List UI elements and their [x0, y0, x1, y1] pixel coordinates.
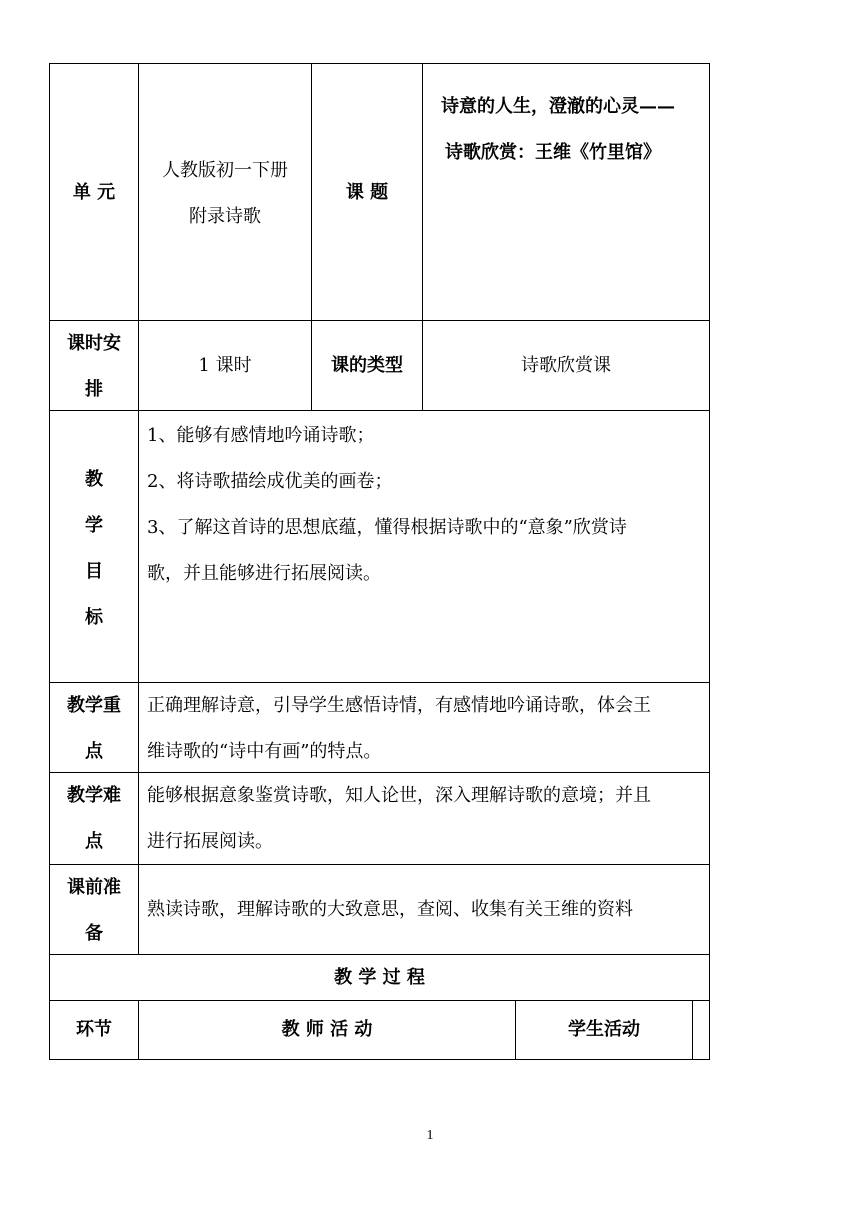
hours-label-cell — [49, 320, 139, 411]
keypoints-content-cell — [138, 682, 710, 773]
difficulties-text — [147, 773, 651, 865]
difficulties-line2: 进行拓展阅读。 — [147, 831, 273, 852]
unit-label: 单 元 — [72, 182, 116, 203]
goals-label-cell — [49, 410, 139, 683]
goal-item: 1、能够有感情地吟诵诗歌； — [147, 425, 375, 446]
topic-label: 课 题 — [345, 182, 389, 203]
unit-value-cell — [138, 63, 312, 321]
process-title-cell — [49, 954, 710, 1001]
goal-item: 2、将诗歌描绘成优美的画卷； — [147, 471, 393, 492]
preparation-text: 熟读诗歌，理解诗歌的大致意思，查阅、收集有关王维的资料 — [147, 899, 633, 920]
keypoints-text — [147, 683, 651, 775]
topic-value-cell — [422, 63, 710, 321]
topic-label-cell — [311, 63, 423, 321]
process-header-student: 学生活动 — [568, 1019, 640, 1040]
goals-label-char: 教 — [85, 469, 103, 490]
goal-item: 歌，并且能够进行拓展阅读。 — [147, 563, 381, 584]
hours-value: 1 课时 — [198, 355, 252, 376]
difficulties-label — [50, 773, 138, 865]
preparation-label-line2: 备 — [85, 923, 103, 944]
process-header-student-cell — [515, 1000, 693, 1060]
goals-label — [50, 457, 138, 641]
keypoints-label — [50, 683, 138, 775]
preparation-label-line1: 课前准 — [67, 877, 121, 898]
type-label-cell — [311, 320, 423, 411]
preparation-content-cell — [138, 864, 710, 955]
unit-label-cell — [49, 63, 139, 321]
process-title: 教 学 过 程 — [334, 967, 425, 988]
type-value-cell — [422, 320, 710, 411]
difficulties-line1: 能够根据意象鉴赏诗歌，知人论世，深入理解诗歌的意境；并且 — [147, 785, 651, 806]
page-number: 1 — [426, 1128, 434, 1143]
topic-value — [441, 84, 675, 176]
topic-value-line1: 诗意的人生，澄澈的心灵—— — [441, 96, 675, 117]
unit-value-line2: 附录诗歌 — [189, 206, 261, 227]
hours-label — [50, 321, 138, 413]
process-header-extra-cell — [692, 1000, 710, 1060]
preparation-label-cell — [49, 864, 139, 955]
difficulties-content-cell — [138, 772, 710, 865]
process-header-step-cell — [49, 1000, 139, 1060]
type-value: 诗歌欣赏课 — [521, 355, 611, 376]
hours-value-cell — [138, 320, 312, 411]
type-label: 课的类型 — [331, 355, 403, 376]
process-header-step: 环节 — [76, 1019, 112, 1040]
preparation-label — [50, 865, 138, 957]
goals-label-char: 目 — [85, 561, 103, 582]
goal-item: 3、了解这首诗的思想底蕴，懂得根据诗歌中的“意象”欣赏诗 — [147, 517, 627, 538]
goals-content-cell — [138, 410, 710, 683]
difficulties-label-line2: 点 — [85, 831, 103, 852]
keypoints-line1: 正确理解诗意，引导学生感悟诗情，有感情地吟诵诗歌，体会王 — [147, 695, 651, 716]
hours-label-line2: 排 — [85, 379, 103, 400]
difficulties-label-cell — [49, 772, 139, 865]
process-header-teacher-cell — [138, 1000, 516, 1060]
keypoints-label-cell — [49, 682, 139, 773]
unit-value — [139, 148, 311, 240]
goals-label-char: 标 — [85, 607, 103, 628]
topic-value-line2: 诗歌欣赏：王维《竹里馆》 — [445, 142, 661, 163]
keypoints-line2: 维诗歌的“诗中有画”的特点。 — [147, 741, 382, 762]
difficulties-label-line1: 教学难 — [67, 785, 121, 806]
keypoints-label-line1: 教学重 — [67, 695, 121, 716]
goals-label-char: 学 — [85, 515, 103, 536]
hours-label-line1: 课时安 — [67, 333, 121, 354]
process-header-teacher: 教 师 活 动 — [281, 1019, 373, 1040]
unit-value-line1: 人教版初一下册 — [162, 160, 288, 181]
keypoints-label-line2: 点 — [85, 741, 103, 762]
goals-list — [147, 413, 627, 597]
